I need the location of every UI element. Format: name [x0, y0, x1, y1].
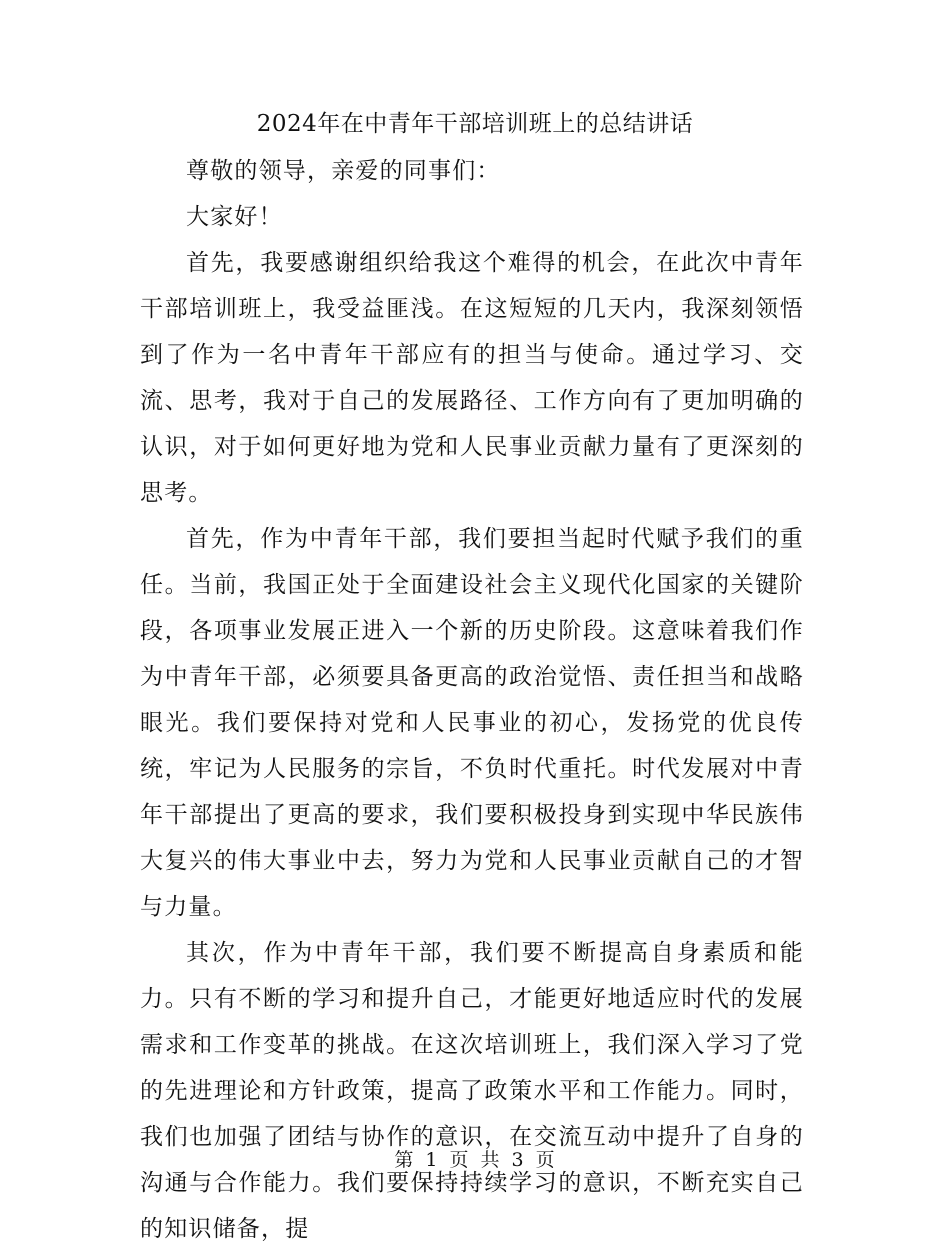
paragraph-1: 首先，我要感谢组织给我这个难得的机会，在此次中青年干部培训班上，我受益匪浅。在这短短的几天内，我深刻领悟到了作为一名中青年干部应有的担当与使命。通过学习、交流、思考，我对于自己的发展路径、工作方向有了更加明确的认识，对于如何更好地为党和人民事业贡献力量有了更深刻的思考。: [140, 250, 804, 506]
paragraph-3: 其次，作为中青年干部，我们要不断提高自身素质和能力。只有不断的学习和提升自己，才能更好地适应时代的发展需求和工作变革的挑战。在这次培训班上，我们深入学习了党的先进理论和方针政策，提高了政策水平和工作能力。同时，我们也加强了团结与协作的意识，在交流互动中提升了自身的沟通与合作能力。我们要保持持续学习的意识，不断充实自己的知识储备，提: [140, 940, 804, 1242]
document-body: [140, 148, 804, 1252]
page-footer: 第 1 页 共 3 页: [394, 1149, 556, 1171]
salutation: 尊敬的领导，亲爱的同事们：: [186, 158, 501, 184]
document-title: 2024年在中青年干部培训班上的总结讲话: [256, 111, 694, 137]
paragraph-2: 首先，作为中青年干部，我们要担当起时代赋予我们的重任。当前，我国正处于全面建设社会主义现代化国家的关键阶段，各项事业发展正进入一个新的历史阶段。这意味着我们作为中青年干部，必须要具备更高的政治觉悟、责任担当和战略眼光。我们要保持对党和人民事业的初心，发扬党的优良传统，牢记为人民服务的宗旨，不负时代重托。时代发展对中青年干部提出了更高的要求，我们要积极投身到实现中华民族伟大复兴的伟大事业中去，努力为党和人民事业贡献自己的才智与力量。: [140, 526, 804, 920]
greeting: 大家好！: [186, 204, 283, 230]
